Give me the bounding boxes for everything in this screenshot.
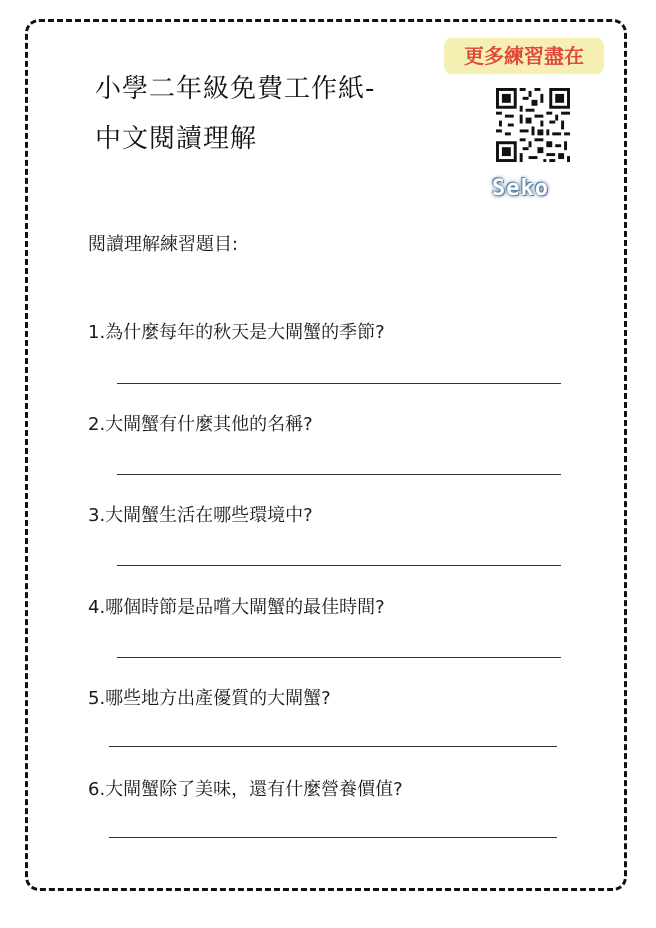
- answer-line-3[interactable]: [117, 565, 561, 566]
- question-5: 5.哪些地方出產優質的大閘蟹?: [88, 688, 331, 709]
- question-2: 2.大閘蟹有什麼其他的名稱?: [88, 414, 313, 435]
- section-heading: 閱讀理解練習題目:: [88, 234, 239, 255]
- question-6: 6.大閘蟹除了美味，還有什麼營養價值?: [88, 779, 403, 800]
- question-1: 1.為什麼每年的秋天是大閘蟹的季節?: [88, 322, 385, 343]
- question-4: 4.哪個時節是品嚐大閘蟹的最佳時間?: [88, 597, 385, 618]
- answer-line-6[interactable]: [109, 837, 557, 838]
- question-3: 3.大閘蟹生活在哪些環境中?: [88, 505, 313, 526]
- answer-line-4[interactable]: [117, 657, 561, 658]
- qr-code-icon: [496, 88, 570, 162]
- worksheet-title-line2: 中文閱讀理解: [95, 124, 258, 154]
- promo-badge: 更多練習盡在: [444, 38, 604, 74]
- answer-line-1[interactable]: [117, 383, 561, 384]
- answer-line-5[interactable]: [109, 746, 557, 747]
- worksheet-title-line1: 小學二年級免費工作紙-: [95, 74, 376, 104]
- brand-logo: Seko: [492, 176, 549, 201]
- answer-line-2[interactable]: [117, 474, 561, 475]
